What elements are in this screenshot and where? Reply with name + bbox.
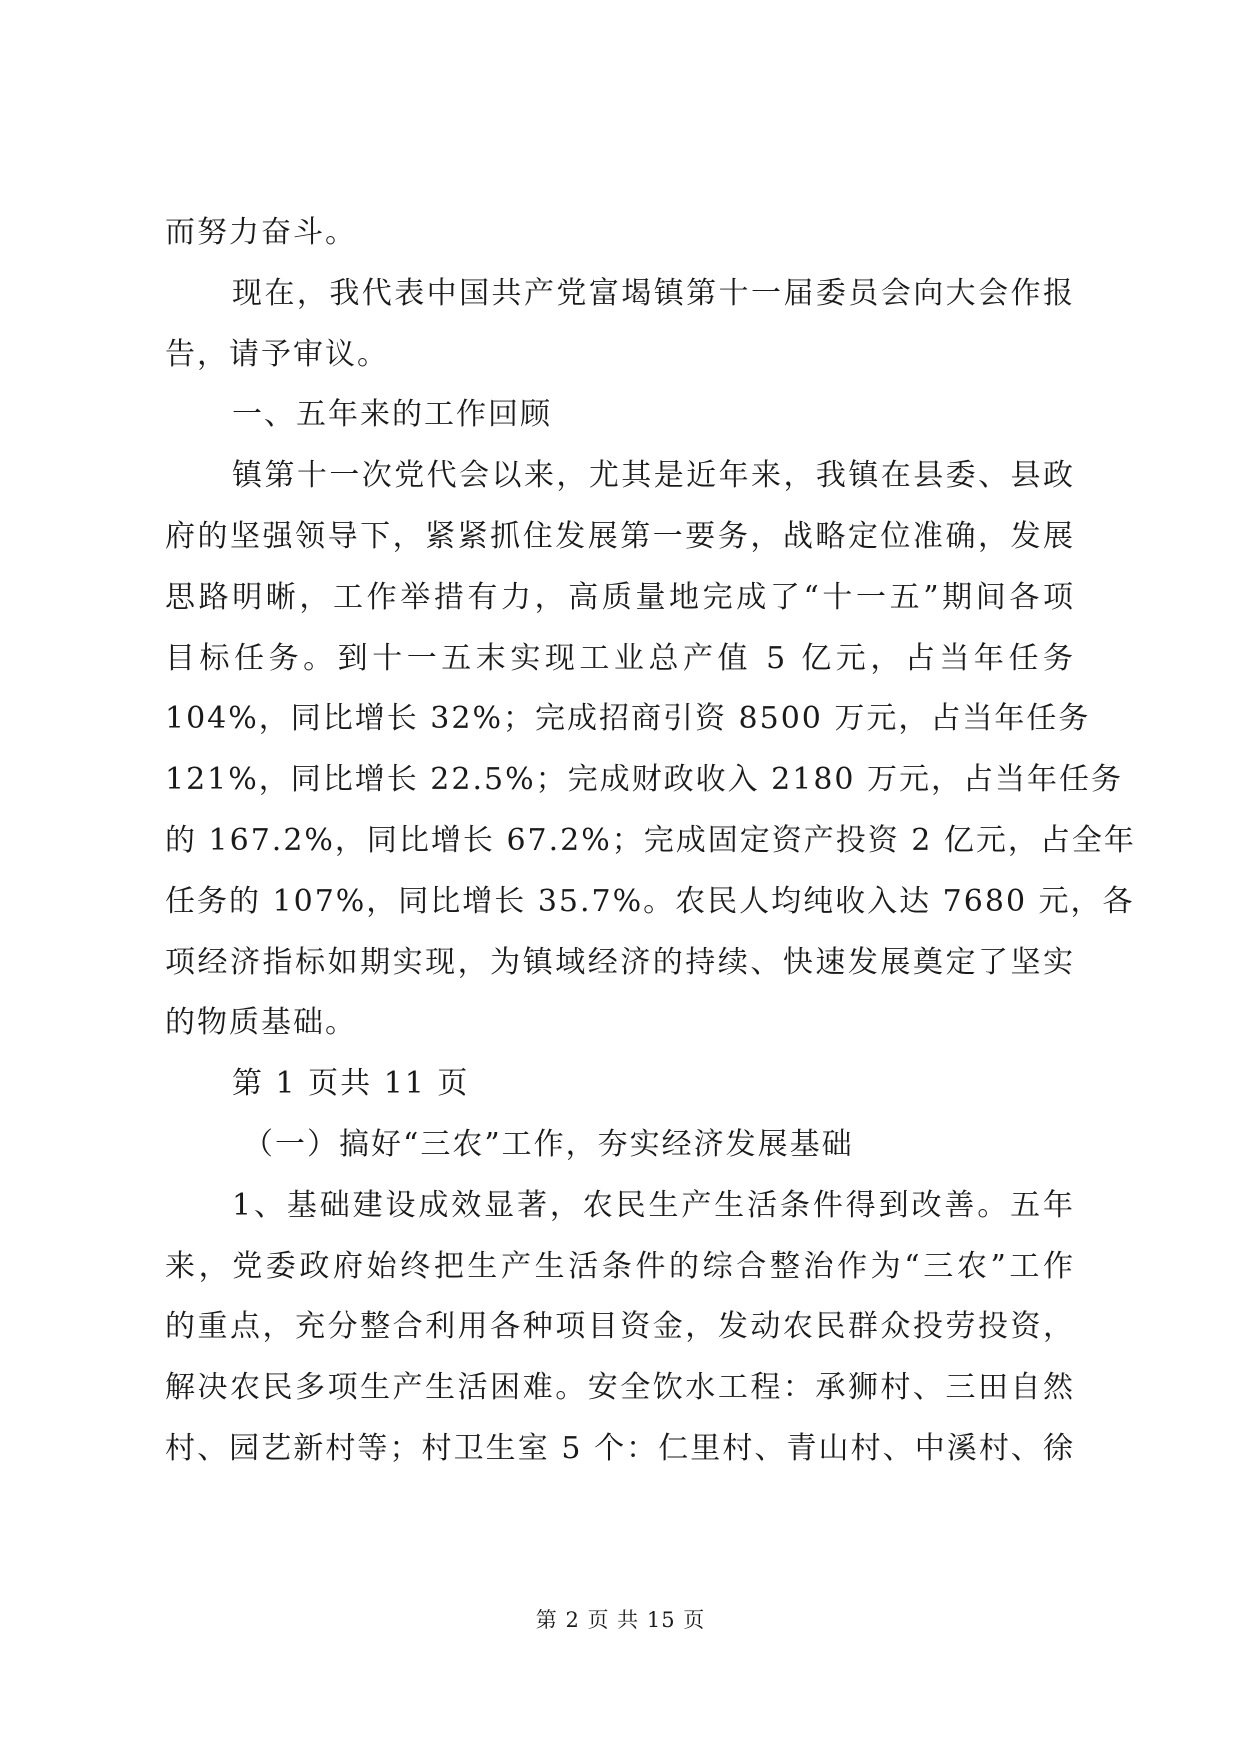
paragraph-line: 104%，同比增长 32%；完成招商引资 8500 万元，占当年任务	[165, 701, 1091, 737]
paragraph-line: 思路明晰，工作举措有力，高质量地完成了“十一五”期间各项	[165, 579, 1075, 615]
page-footer	[0, 1604, 1241, 1634]
inline-page-marker: 第 1 页共 11 页	[232, 1066, 470, 1102]
document-body	[165, 203, 1136, 1480]
paragraph-line: 任务的 107%，同比增长 35.7%。农民人均纯收入达 7680 元，各	[165, 883, 1135, 919]
paragraph-line: 的物质基础。	[165, 1005, 357, 1041]
paragraph-line: 而努力奋斗。	[165, 215, 357, 250]
subsection-heading: （一）搞好“三农”工作，夯实经济发展基础	[243, 1126, 854, 1162]
paragraph-line: 府的坚强领导下，紧紧抓住发展第一要务，战略定位准确，发展	[165, 518, 1075, 554]
page-number-label: 第 2 页 共 15 页	[535, 1608, 706, 1632]
paragraph-line: 的 167.2%，同比增长 67.2%；完成固定资产投资 2 亿元，占全年	[165, 822, 1136, 858]
paragraph-line: 镇第十一次党代会以来，尤其是近年来，我镇在县委、县政	[232, 458, 1075, 494]
paragraph-line: 项经济指标如期实现，为镇域经济的持续、快速发展奠定了坚实	[165, 944, 1075, 980]
paragraph-line: 村、园艺新村等；村卫生室 5 个：仁里村、青山村、中溪村、徐	[165, 1430, 1075, 1466]
paragraph-line: 来，党委政府始终把生产生活条件的综合整治作为“三农”工作	[165, 1248, 1075, 1284]
paragraph-line: 告，请予审议。	[165, 336, 389, 372]
paragraph-line: 121%，同比增长 22.5%；完成财政收入 2180 万元，占当年任务	[165, 762, 1124, 798]
paragraph-line: 解决农民多项生产生活困难。安全饮水工程：承狮村、三田自然	[165, 1370, 1075, 1406]
paragraph-line: 目标任务。到十一五末实现工业总产值 5 亿元，占当年任务	[165, 640, 1075, 676]
section-heading: 一、五年来的工作回顾	[232, 397, 552, 433]
paragraph-line: 1、基础建设成效显著，农民生产生活条件得到改善。五年	[232, 1187, 1075, 1223]
paragraph-line: 现在，我代表中国共产党富堨镇第十一届委员会向大会作报	[232, 275, 1075, 311]
paragraph-line: 的重点，充分整合利用各种项目资金，发动农民群众投劳投资，	[165, 1309, 1075, 1345]
